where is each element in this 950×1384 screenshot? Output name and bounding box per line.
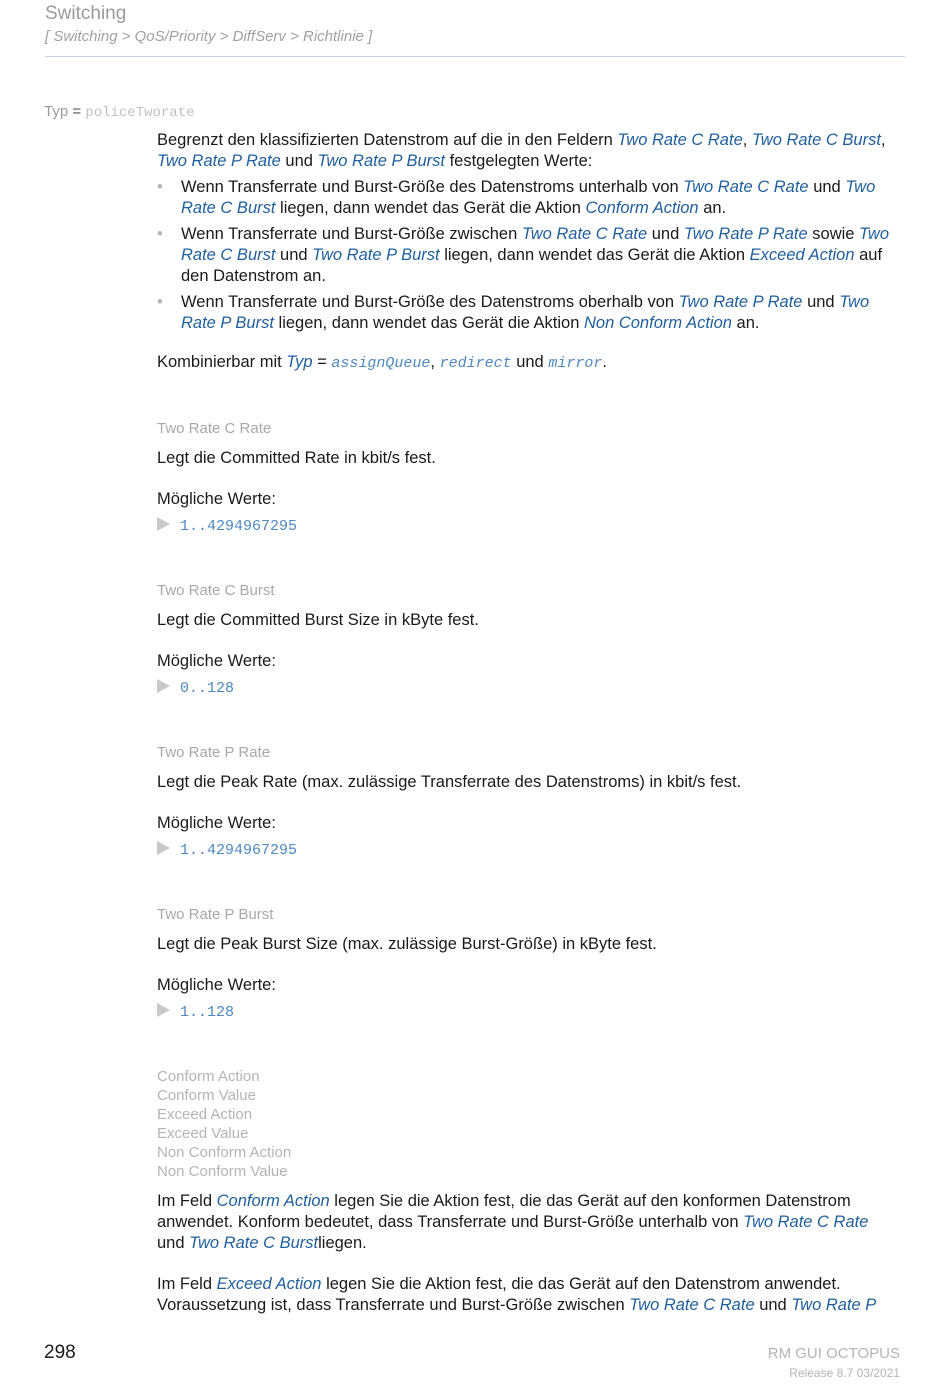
list-text: und [647,225,684,243]
section-label: Two Rate P Rate [157,744,271,761]
ref-link[interactable]: Two Rate P Rate [157,152,281,170]
parameter-section [157,580,899,699]
list-text: an. [731,314,760,332]
list-item [157,224,899,287]
page-header-title: Switching [45,3,127,24]
section-label: Two Rate C Rate [157,420,272,437]
page-number: 298 [44,1342,76,1363]
ref-link[interactable]: Conform Action [216,1192,330,1210]
ref-link[interactable]: Two Rate C Rate [617,131,743,149]
code-link[interactable]: assignQueue [331,355,431,372]
list-text: und [275,246,313,264]
combo-text: = [312,353,332,371]
section-label: Two Rate C Burst [157,582,275,599]
typ-equals: = [72,103,82,120]
list-text: liegen, dann wendet das Gerät die Aktion [275,199,586,217]
ref-link[interactable]: Exceed Action [749,246,855,264]
typ-label: Typ [44,103,69,120]
list-item [157,177,899,219]
value-row [157,1001,899,1023]
combo-text: Kombinierbar mit [157,353,287,371]
conform-action-paragraph [157,1191,899,1254]
list-text: und [808,178,846,196]
field-name: Conform Value [157,1087,256,1104]
list-text: an. [698,199,727,217]
section-label: Two Rate P Burst [157,906,274,923]
field-name: Non Conform Action [157,1144,292,1161]
list-text: Wenn Transferrate und Burst-Größe des Datenstroms oberhalb von [181,293,679,311]
para-text: und [157,1234,190,1252]
section-description: Legt die Committed Burst Size in kByte fest. [157,611,479,629]
ref-link[interactable]: Two Rate P Burst [317,152,445,170]
condition-list [157,177,899,334]
possible-values-label: Mögliche Werte: [157,814,276,832]
ref-link[interactable]: Two Rate C Rate [683,178,809,196]
triangle-right-icon [157,841,170,855]
para-text: legen Sie die Aktion fest, die das Gerät auf den konformen Datenstrom anwendet. Konform bedeutet, dass Transferrate und Burst-Größe unterhalb von [157,1192,851,1231]
section-description: Legt die Committed Rate in kbit/s fest. [157,449,436,467]
field-name: Exceed Value [157,1125,249,1142]
value-range: 1..4294967295 [180,518,298,535]
combo-text: . [602,353,607,371]
section-description: Legt die Peak Rate (max. zulässige Transferrate des Datenstroms) in kbit/s fest. [157,773,742,791]
action-field-list [157,1067,899,1181]
ref-link[interactable]: Two Rate P Burst [312,246,440,264]
ref-link[interactable]: Two Rate P Rate [683,225,808,243]
footer-release: Release 8.7 03/2021 [789,1366,900,1380]
section-description: Legt die Peak Burst Size (max. zulässige Burst-Größe) in kByte fest. [157,935,657,953]
para-text: Im Feld [157,1192,217,1210]
ref-link[interactable]: Non Conform Action [583,314,732,332]
typ-entry-heading [44,101,195,124]
possible-values-label: Mögliche Werte: [157,976,276,994]
intro-text: festgelegten Werte: [444,152,593,170]
ref-link[interactable]: Two Rate C Rate [629,1296,755,1314]
typ-value: policeTworate [85,105,195,121]
intro-text: Begrenzt den klassifizierten Datenstrom auf die in den Feldern [157,131,618,149]
bullet-icon: • [157,178,163,196]
ref-link[interactable]: Exceed Action [216,1275,322,1293]
ref-link[interactable]: Two Rate C Burst [189,1234,319,1252]
possible-values-label: Mögliche Werte: [157,490,276,508]
header-divider [45,56,905,57]
intro-paragraph [157,130,899,334]
list-text: sowie [807,225,860,243]
para-text: liegen. [318,1234,367,1252]
list-item [157,292,899,334]
list-text: liegen, dann wendet das Gerät die Aktion [273,314,584,332]
para-text: und [754,1296,792,1314]
ref-link[interactable]: Two Rate C Rate [743,1213,869,1231]
value-row [157,515,899,537]
list-text: Wenn Transferrate und Burst-Größe zwischen [181,225,522,243]
footer-product: RM GUI OCTOPUS [767,1345,900,1362]
value-row [157,677,899,699]
possible-values-label: Mögliche Werte: [157,652,276,670]
value-range: 1..4294967295 [180,842,298,859]
field-name: Non Conform Value [157,1163,288,1180]
ref-link[interactable]: Two Rate C Burst [751,131,881,149]
intro-text: und [280,152,318,170]
list-text: Wenn Transferrate und Burst-Größe des Datenstroms unterhalb von [181,178,684,196]
para-text: Im Feld [157,1275,217,1293]
list-text: liegen, dann wendet das Gerät die Aktion [439,246,750,264]
combinable-paragraph [157,352,899,374]
ref-link[interactable]: Two Rate C Rate [521,225,648,243]
code-link[interactable]: mirror [548,355,603,372]
ref-link[interactable]: Two Rate P Rate [678,293,803,311]
parameter-section [157,418,899,537]
ref-link[interactable]: Two Rate P [791,1296,877,1314]
triangle-right-icon [157,1003,170,1017]
list-text: auf den Datenstrom an. [181,246,883,285]
value-range: 1..128 [180,1004,235,1021]
combo-text: , [430,353,440,371]
bullet-icon: • [157,293,163,311]
exceed-action-paragraph [157,1274,899,1316]
para-text: legen Sie die Aktion fest, die das Gerät auf den Datenstrom anwendet. Voraussetzung ist, dass Transferrate und Burst-Größe zwischen [157,1275,841,1314]
field-name: Exceed Action [157,1106,253,1123]
parameter-section [157,742,899,861]
ref-link[interactable]: Two Rate C Burst [181,178,876,217]
ref-link[interactable]: Typ [286,353,313,371]
combo-text: und [511,353,549,371]
code-link[interactable]: redirect [439,355,512,372]
triangle-right-icon [157,517,170,531]
ref-link[interactable]: Two Rate P Burst [181,293,870,332]
list-text: und [802,293,840,311]
breadcrumb: [ Switching > QoS/Priority > DiffServ > Richtlinie ] [45,28,373,45]
value-range: 0..128 [180,680,235,697]
intro-text: , [880,131,886,149]
value-row [157,839,899,861]
parameter-section [157,904,899,1023]
ref-link[interactable]: Conform Action [585,199,699,217]
intro-text: , [742,131,752,149]
bullet-icon: • [157,225,163,243]
field-name: Conform Action [157,1068,260,1085]
ref-link[interactable]: Two Rate C Burst [181,225,889,264]
triangle-right-icon [157,679,170,693]
